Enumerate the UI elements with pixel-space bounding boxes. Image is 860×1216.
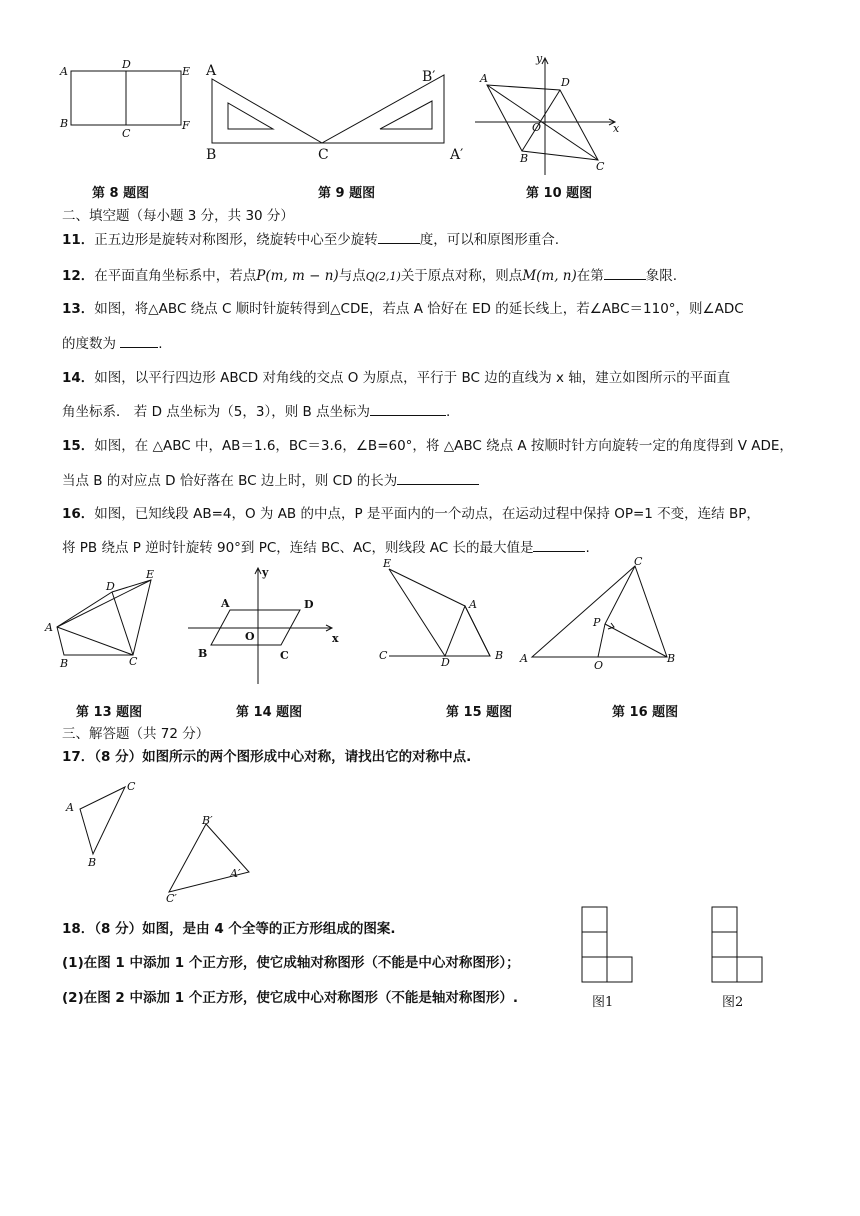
fig10-label-O: O [532, 121, 542, 134]
question-13-line2: 的度数为 . [62, 333, 163, 354]
q12-text-d: 在第 [576, 268, 604, 284]
fig14-label-A: A [221, 597, 230, 610]
fig8-label-A: A [60, 65, 68, 78]
fig13-label-B: B [60, 657, 69, 670]
q11-number: 11． [62, 232, 95, 248]
q18-fig2-caption: 图2 [722, 995, 744, 1010]
caption-fig10: 第 10 题图 [526, 186, 593, 201]
fig16-label-O: O [594, 659, 604, 672]
q18-figure-2[interactable] [705, 900, 775, 1018]
figure-9 [200, 55, 480, 165]
fig8-label-B: B [60, 117, 69, 130]
q13-number: 13． [62, 301, 95, 317]
q12-number: 12． [62, 268, 95, 284]
fig13-label-A: A [45, 621, 53, 634]
q18-figure-1[interactable] [575, 900, 645, 1018]
caption-fig8: 第 8 题图 [92, 186, 150, 201]
q11-text-b: 度，可以和原图形重合. [419, 232, 560, 248]
fig9-label-C: C [318, 147, 329, 163]
fig15-label-C: C [379, 649, 388, 662]
caption-fig13: 第 13 题图 [76, 705, 143, 720]
fig16-label-P: P [593, 616, 601, 629]
fig15-label-D: D [441, 656, 450, 666]
q12-point-q: Q(2,1) [365, 270, 401, 283]
q16-line2: 将 PB 绕点 P 逆时针旋转 90°到 PC，连结 BC、AC，则线段 AC 长的最大值是 [62, 540, 534, 556]
figure-17 [60, 775, 250, 905]
fig8-label-E: E [182, 65, 191, 78]
section3-title: 三、解答题（共 72 分） [62, 726, 210, 742]
figure-13 [40, 566, 170, 676]
fig8-label-D: D [122, 58, 131, 71]
q18-part2: (2)在图 2 中添加 1 个正方形，使它成中心对称图形（不能是轴对称图形）. [62, 990, 518, 1006]
question-13 [62, 299, 744, 319]
fig15-label-E: E [383, 557, 392, 570]
q14-line1: 如图，以平行四边形 ABCD 对角线的交点 O 为原点，平行于 BC 边的直线为 x 轴，建立如图所示的平面直 [94, 370, 731, 386]
fig14-label-C: C [280, 649, 289, 662]
section2-title: 二、填空题（每小题 3 分，共 30 分） [62, 208, 294, 224]
fig16-label-A: A [520, 652, 528, 665]
q13-line1: 如图，将△ABC 绕点 C 顺时针旋转得到△CDE，若点 A 恰好在 ED 的延长线上，若∠ABC＝110°，则∠ADC [94, 301, 744, 317]
question-15-line2 [62, 470, 479, 491]
fig14-label-D: D [304, 598, 314, 611]
figure-10 [470, 50, 630, 180]
question-15 [62, 436, 793, 456]
fig15-label-B: B [495, 649, 504, 662]
fig10-label-B: B [520, 152, 529, 165]
question-16-line2: 将 PB 绕点 P 逆时针旋转 90°到 PC，连结 BC、AC，则线段 AC 长的最大值是 . [62, 537, 590, 558]
question-18 [62, 919, 396, 939]
fig14-label-B: B [198, 647, 208, 660]
q11-answer-blank[interactable] [378, 229, 420, 244]
question-14-line2: 角坐标系． 若 D 点坐标为（5，3），则 B 点坐标为 . [62, 401, 450, 422]
q15-answer-blank[interactable] [397, 470, 479, 485]
fig10-label-A: A [480, 72, 488, 85]
fig8-label-C: C [122, 127, 131, 140]
q15-line2: 当点 B 的对应点 D 恰好落在 BC 边上时，则 CD 的长为 [62, 473, 398, 489]
figure-16 [510, 552, 690, 672]
q17-number: 17． [62, 749, 95, 765]
figure-8 [55, 55, 205, 140]
q17-text: （8 分）如图所示的两个图形成中心对称，请找出它的对称中点. [94, 749, 472, 765]
q13-answer-blank[interactable] [120, 333, 158, 348]
q18-number: 18． [62, 921, 95, 937]
q16-number: 16． [62, 506, 95, 522]
q12-answer-blank[interactable] [604, 265, 646, 280]
fig10-label-C: C [596, 160, 605, 173]
fig14-label-O: O [245, 630, 255, 643]
fig13-label-E: E [146, 568, 155, 581]
q12-text-e: 象限. [645, 268, 678, 284]
q14-answer-blank[interactable] [370, 401, 446, 416]
question-17 [62, 747, 471, 767]
fig17-label-Cprime: C′ [166, 892, 177, 905]
fig17-label-C: C [127, 780, 136, 793]
figure-14 [180, 562, 350, 687]
q16-answer-blank[interactable] [533, 537, 585, 552]
q12-text-a: 在平面直角坐标系中，若点 [94, 268, 257, 284]
fig8-label-F: F [182, 119, 190, 132]
figure-15 [375, 556, 515, 666]
fig13-label-C: C [129, 655, 138, 668]
q12-text-c: 关于原点对称，则点 [400, 268, 523, 284]
q15-number: 15． [62, 438, 95, 454]
fig9-label-Bprime: B′ [422, 69, 436, 85]
question-12 [62, 265, 677, 287]
fig10-label-D: D [561, 76, 570, 89]
question-16 [62, 504, 760, 524]
q12-point-p: P(m, m − n) [256, 268, 339, 284]
fig15-label-A: A [469, 598, 477, 611]
caption-fig14: 第 14 题图 [236, 705, 303, 720]
q18-fig1-caption: 图1 [592, 995, 614, 1010]
caption-fig15: 第 15 题图 [446, 705, 513, 720]
fig16-label-C: C [634, 555, 643, 568]
question-11 [62, 229, 559, 250]
fig16-label-B: B [667, 652, 676, 665]
fig9-label-A: A [206, 63, 217, 79]
q14-line2: 角坐标系． 若 D 点坐标为（5，3），则 B 点坐标为 [62, 404, 371, 420]
fig10-label-x: x [613, 122, 620, 135]
q14-number: 14． [62, 370, 95, 386]
q18-part1: (1)在图 1 中添加 1 个正方形，使它成轴对称图形（不能是中心对称图形）； [62, 955, 520, 971]
fig17-label-Bprime: B′ [202, 814, 213, 827]
q12-point-m: M(m, n) [522, 268, 577, 284]
caption-fig16: 第 16 题图 [612, 705, 679, 720]
question-14 [62, 368, 730, 388]
caption-fig9: 第 9 题图 [318, 186, 376, 201]
fig14-label-y: y [262, 566, 269, 579]
fig14-label-x: x [332, 632, 339, 645]
fig13-label-D: D [106, 580, 115, 593]
fig17-label-Aprime: A′ [230, 867, 241, 880]
fig10-label-y: y [536, 52, 543, 65]
q18-text: （8 分）如图，是由 4 个全等的正方形组成的图案. [94, 921, 396, 937]
fig17-label-A: A [66, 801, 74, 814]
q13-line2: 的度数为 [62, 336, 116, 352]
q15-line1: 如图，在 △ABC 中，AB＝1.6，BC＝3.6，∠B=60°，将 △ABC 绕点 A 按顺时针方向旋转一定的角度得到 V ADE， [94, 438, 793, 454]
q11-text-a: 正五边形是旋转对称图形，绕旋转中心至少旋转 [94, 232, 378, 248]
fig9-label-Aprime: A′ [450, 147, 464, 163]
fig17-label-B: B [88, 856, 97, 869]
q12-text-b: 与点 [338, 268, 366, 284]
fig9-label-B: B [206, 147, 217, 163]
q16-line1: 如图，已知线段 AB=4，O 为 AB 的中点，P 是平面内的一个动点，在运动过程中保持 OP=1 不变，连结 BP， [94, 506, 760, 522]
